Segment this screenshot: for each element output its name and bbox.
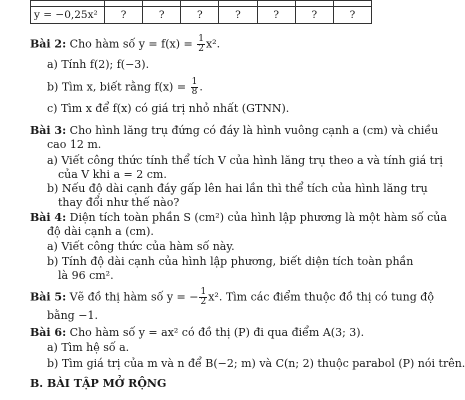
bai6-line1: Bài 6: Cho hàm số y = ax² có đồ thị (P) đi qua điểm A(3; 3).: [30, 326, 365, 339]
bai3-title: Bài 3:: [30, 124, 67, 137]
value-table: [30, 0, 372, 24]
bai2-a: a) Tính f(2); f(−3).: [47, 58, 150, 71]
bai5-line1: Bài 5: Vẽ đồ thị hàm số y = − $\frac{1}{2}$ x². Tìm các điểm thuộc đồ thị có tung độ: [30, 287, 434, 307]
table-cell: ?: [143, 7, 181, 24]
table-cell: ?: [295, 7, 333, 24]
bai2-c: c) Tìm x để f(x) có giá trị nhỏ nhất (GTNN).: [47, 102, 290, 115]
table-cell: ?: [181, 7, 219, 24]
bai5-line2: bằng −1.: [47, 309, 98, 322]
bai6-b: b) Tìm giá trị của m và n để B(−2; m) và C(n; 2) thuộc parabol (P) nói trên.: [47, 357, 465, 370]
bai3-a2: của V khi a = 2 cm.: [58, 168, 167, 181]
bai3-b1: b) Nếu độ dài cạnh đáy gấp lên hai lần thì thể tích của hình lăng trụ: [47, 182, 428, 195]
bai6-a: a) Tìm hệ số a.: [47, 341, 130, 354]
bai2-title: Bài 2:: [30, 37, 67, 51]
bai4-line2: độ dài cạnh a (cm).: [47, 225, 154, 238]
bai4-a: a) Viết công thức của hàm số này.: [47, 240, 235, 253]
table-cell: ?: [105, 7, 143, 24]
bai5-title: Bài 5:: [30, 290, 67, 304]
table-cell: ?: [257, 7, 295, 24]
bai2-b: b) Tìm x, biết rằng f(x) = $\frac{1}{8}$ .: [47, 77, 203, 97]
bai2-statement: [30, 35, 220, 54]
table-row-label: y = −0,25x²: [31, 7, 105, 24]
bai3-b2: thay đổi như thế nào?: [58, 196, 180, 209]
bai3-a1: a) Viết công thức tính thể tích V của hình lăng trụ theo a và tính giá trị: [47, 154, 443, 167]
bai4-b2: là 96 cm².: [58, 269, 114, 282]
bai3-line2: cao 12 m.: [47, 138, 102, 151]
bai4-title: Bài 4:: [30, 211, 67, 224]
table-cell: ?: [219, 7, 257, 24]
bai2-fraction: $\frac{1}{2}$: [198, 34, 204, 54]
section-b-heading: B. BÀI TẬP MỞ RỘNG: [30, 377, 167, 390]
bai2-prefix: Cho hàm số y = f(x) =: [69, 37, 193, 51]
bai3-line1: Bài 3: Cho hình lăng trụ đứng có đáy là hình vuông cạnh a (cm) và chiều: [30, 124, 439, 137]
table-cell: ?: [333, 7, 371, 24]
bai6-title: Bài 6:: [30, 326, 67, 339]
bai2-suffix: x².: [205, 37, 221, 51]
bai4-line1: Bài 4: Diện tích toàn phần S (cm²) của hình lập phương là một hàm số của: [30, 211, 447, 224]
bai4-b1: b) Tính độ dài cạnh của hình lập phương, biết diện tích toàn phần: [47, 255, 414, 268]
